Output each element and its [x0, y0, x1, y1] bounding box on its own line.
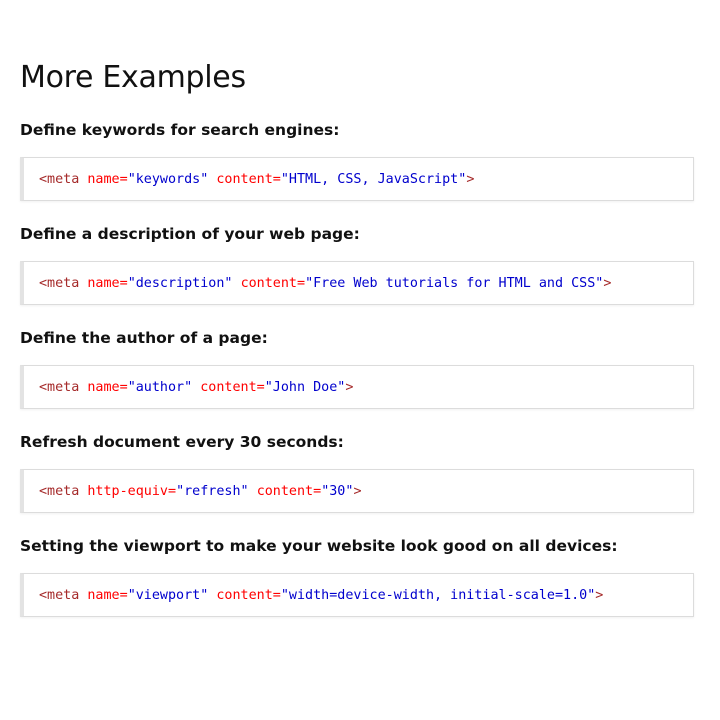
example-author	[20, 328, 694, 409]
code-tag-close: >	[466, 171, 475, 187]
code-tag-close: >	[603, 275, 612, 291]
code-value: "author"	[127, 379, 193, 395]
example-label: Setting the viewport to make your website look good on all devices:	[20, 537, 618, 555]
code-value: "width=device-width, initial-scale=1.0"	[280, 587, 596, 603]
code-tag: <meta	[39, 483, 80, 499]
code-value: "viewport"	[127, 587, 209, 603]
code-value: "John Doe"	[264, 379, 346, 395]
code-value: "refresh"	[176, 483, 249, 499]
code-attribute: content=	[200, 379, 265, 395]
code-tag: <meta	[39, 275, 80, 291]
code-block	[20, 365, 694, 409]
code-attribute: content=	[256, 483, 322, 499]
page-title: More Examples	[20, 60, 246, 95]
code-block	[20, 157, 694, 201]
code-tag-close: >	[345, 379, 354, 395]
example-label: Refresh document every 30 seconds:	[20, 433, 344, 451]
code-attribute: content=	[240, 275, 306, 291]
code-tag: <meta	[39, 171, 80, 187]
example-label: Define a description of your web page:	[20, 225, 360, 243]
code-attribute: name=	[87, 587, 128, 603]
code-tag-close: >	[595, 587, 604, 603]
example-refresh	[20, 432, 694, 513]
code-attribute: name=	[87, 275, 128, 291]
code-tag-close: >	[353, 483, 362, 499]
code-tag: <meta	[39, 587, 80, 603]
code-value: "Free Web tutorials for HTML and CSS"	[305, 275, 604, 291]
code-value: "30"	[321, 483, 354, 499]
code-value: "keywords"	[127, 171, 209, 187]
example-label: Define keywords for search engines:	[20, 121, 340, 139]
example-label: Define the author of a page:	[20, 329, 268, 347]
code-attribute: name=	[87, 171, 128, 187]
example-viewport	[20, 536, 694, 617]
example-description	[20, 224, 694, 305]
code-attribute: content=	[216, 171, 281, 187]
code-attribute: content=	[216, 587, 281, 603]
code-attribute: name=	[87, 379, 128, 395]
example-keywords	[20, 120, 694, 201]
code-attribute: http-equiv=	[87, 483, 177, 499]
code-value: "description"	[127, 275, 233, 291]
code-block	[20, 573, 694, 617]
code-value: "HTML, CSS, JavaScript"	[280, 171, 467, 187]
code-tag: <meta	[39, 379, 80, 395]
code-block	[20, 469, 694, 513]
code-block	[20, 261, 694, 305]
